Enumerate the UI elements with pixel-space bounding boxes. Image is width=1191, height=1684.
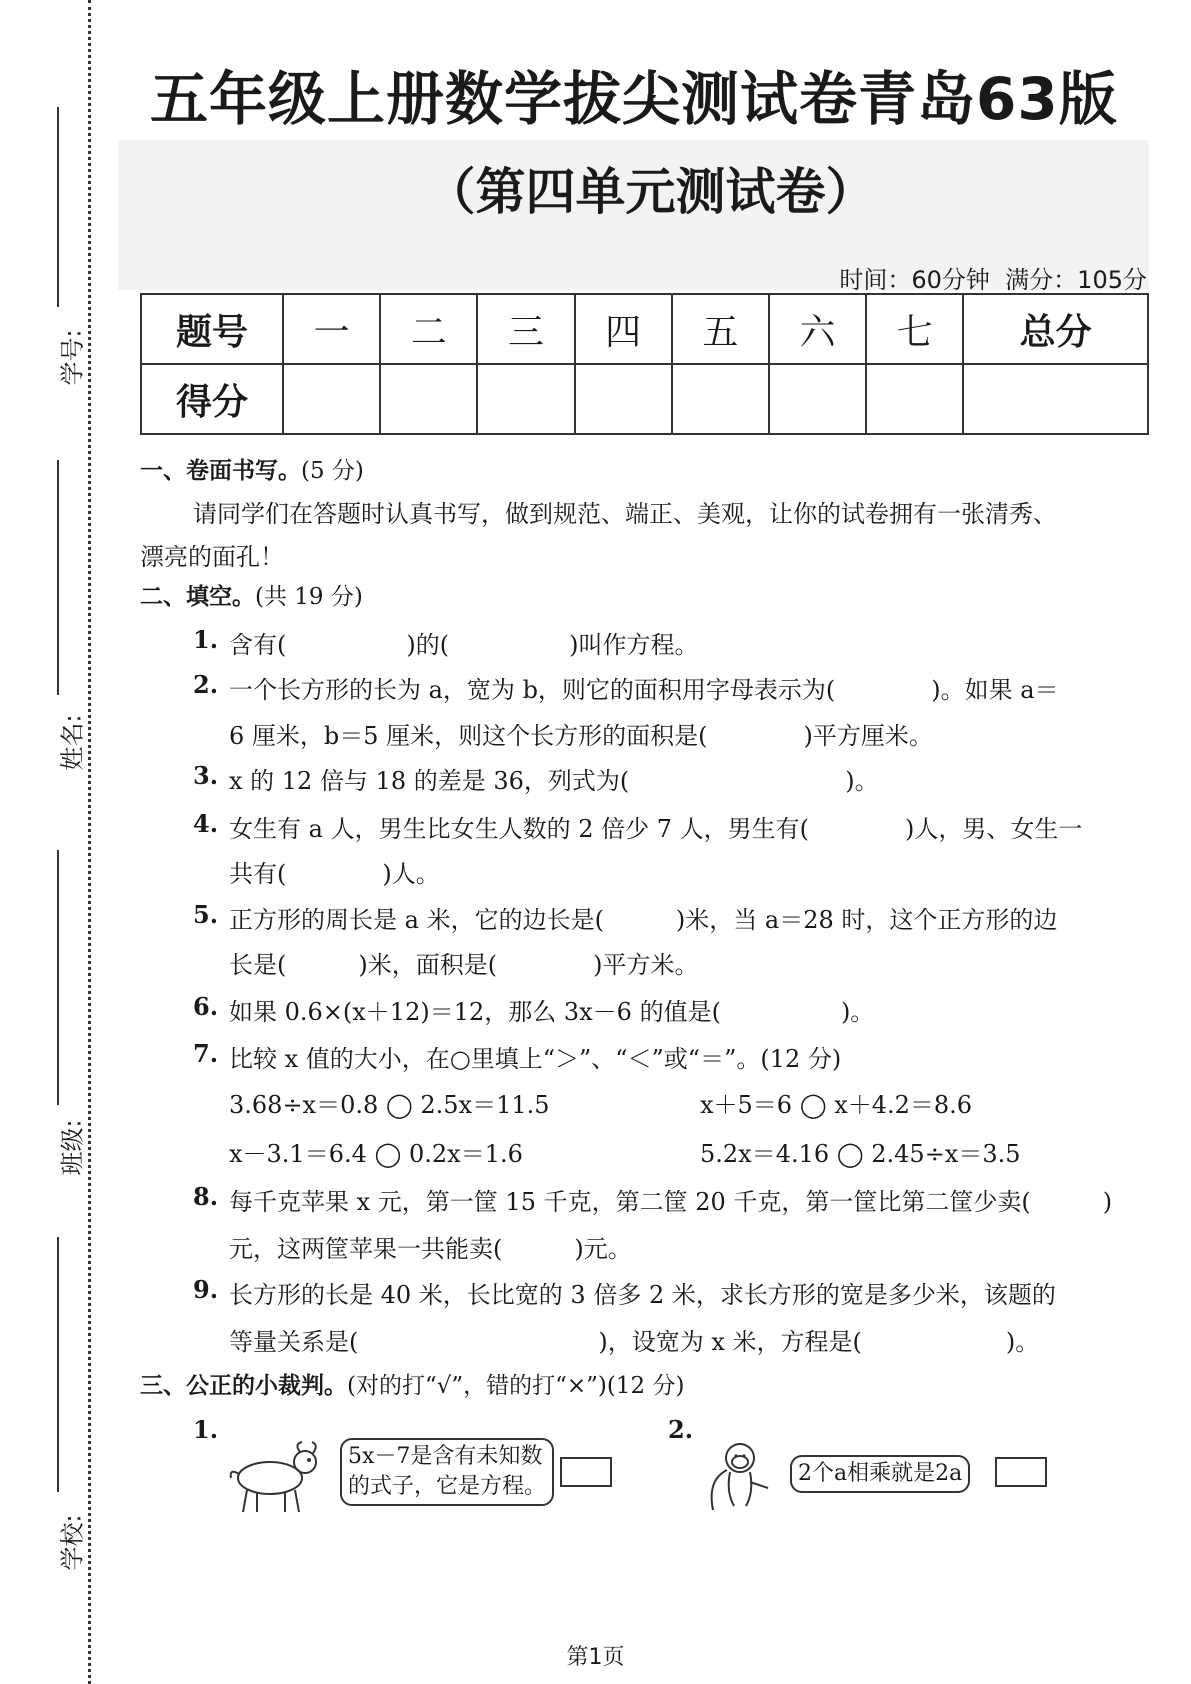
exam-title: 五年级上册数学拔尖测试卷青岛63版 xyxy=(150,65,1118,133)
speech-bubble-2 xyxy=(790,1455,970,1493)
comparison-equation: 5.2x＝4.16 ◯ 2.45÷x＝3.5 xyxy=(700,1140,1021,1168)
score-cell[interactable] xyxy=(283,364,380,434)
question-text-cont: 等量关系是( )，设宽为 x 米，方程是( )。 xyxy=(229,1328,1040,1356)
question-number: 2. xyxy=(668,1415,694,1444)
question-text: x 的 12 倍与 18 的差是 36，列式为( )。 xyxy=(229,767,879,795)
question-number: 2. xyxy=(193,670,219,699)
comparison-equation: 3.68÷x＝0.8 ◯ 2.5x＝11.5 xyxy=(229,1091,550,1119)
score-cell[interactable] xyxy=(963,364,1148,434)
exam-subtitle: （第四单元测试卷） xyxy=(425,163,876,221)
question-number: 9. xyxy=(193,1275,219,1304)
section-title: 一、卷面书写。 xyxy=(140,457,301,484)
bubble-text: 5x－7是含有未知数 xyxy=(348,1444,543,1469)
question-text: 一个长方形的长为 a，宽为 b，则它的面积用字母表示为( )。如果 a＝ xyxy=(229,676,1059,704)
section-3-heading xyxy=(140,1367,684,1400)
goat-illustration-icon xyxy=(225,1440,325,1515)
score-cell[interactable] xyxy=(769,364,866,434)
bubble-text: 2个a相乘就是2a xyxy=(798,1461,963,1486)
page-number: 第1页 xyxy=(566,1645,625,1670)
binding-cut-line xyxy=(88,0,91,1684)
header-cell: 五 xyxy=(672,294,769,364)
header-cell: 六 xyxy=(769,294,866,364)
question-text: 女生有 a 人，男生比女生人数的 2 倍少 7 人，男生有( )人，男、女生一 xyxy=(229,815,1083,843)
question-number: 1. xyxy=(193,1415,219,1444)
section-points: (5 分) xyxy=(301,458,364,484)
question-number: 6. xyxy=(193,992,219,1021)
speech-bubble-1 xyxy=(340,1438,554,1506)
header-cell: 总分 xyxy=(963,294,1148,364)
header-cell: 题号 xyxy=(141,294,283,364)
score-table xyxy=(140,293,1149,435)
header-cell: 一 xyxy=(283,294,380,364)
section-2-heading xyxy=(140,578,363,611)
bubble-text: 的式子，它是方程。 xyxy=(348,1474,547,1499)
question-text-cont: 长是( )米，面积是( )平方米。 xyxy=(229,951,699,979)
comparison-equation: x＋5＝6 ◯ x＋4.2＝8.6 xyxy=(700,1091,973,1119)
header-cell: 三 xyxy=(477,294,574,364)
name-label: 姓名: xyxy=(58,714,87,771)
row-label: 得分 xyxy=(141,364,283,434)
name-line xyxy=(57,460,59,695)
section-1-heading xyxy=(140,452,364,485)
section-1-body-cont: 漂亮的面孔！ xyxy=(140,543,284,571)
class-label: 班级: xyxy=(58,1119,87,1176)
monkey-illustration-icon xyxy=(705,1440,785,1520)
time-and-score-info: 时间：60分钟 满分：105分 xyxy=(839,266,1147,294)
comparison-equation: x－3.1＝6.4 ◯ 0.2x＝1.6 xyxy=(229,1140,523,1168)
section-points: (对的打“√”，错的打“×”)(12 分) xyxy=(347,1373,685,1399)
question-number: 4. xyxy=(193,809,219,838)
section-title: 三、公正的小裁判。 xyxy=(140,1372,347,1399)
question-number: 3. xyxy=(193,761,219,790)
question-text: 如果 0.6×(x＋12)＝12，那么 3x－6 的值是( )。 xyxy=(229,998,875,1026)
answer-box-1[interactable] xyxy=(560,1457,612,1487)
header-cell: 二 xyxy=(380,294,477,364)
score-cell[interactable] xyxy=(477,364,574,434)
header-cell: 四 xyxy=(575,294,672,364)
score-table-score-row xyxy=(141,364,1148,434)
question-text: 比较 x 值的大小，在○里填上“＞”、“＜”或“＝”。(12 分) xyxy=(229,1045,842,1073)
section-title: 二、填空。 xyxy=(140,583,255,610)
score-cell[interactable] xyxy=(380,364,477,434)
score-cell[interactable] xyxy=(866,364,963,434)
section-1-body: 请同学们在答题时认真书写，做到规范、端正、美观，让你的试卷拥有一张清秀、 xyxy=(193,500,1057,528)
school-label: 学校: xyxy=(58,1514,87,1571)
score-cell[interactable] xyxy=(672,364,769,434)
question-number: 8. xyxy=(193,1182,219,1211)
question-number: 5. xyxy=(193,900,219,929)
question-text-cont: 6 厘米，b＝5 厘米，则这个长方形的面积是( )平方厘米。 xyxy=(229,722,933,750)
question-text: 长方形的长是 40 米，长比宽的 3 倍多 2 米，求长方形的宽是多少米，该题的 xyxy=(229,1281,1056,1309)
score-cell[interactable] xyxy=(575,364,672,434)
question-text: 含有( )的( )叫作方程。 xyxy=(229,631,699,659)
question-number: 7. xyxy=(193,1039,219,1068)
class-line xyxy=(57,850,59,1105)
question-text: 正方形的周长是 a 米，它的边长是( )米，当 a＝28 时，这个正方形的边 xyxy=(229,906,1058,934)
section-points: (共 19 分) xyxy=(255,584,363,610)
score-table-header-row xyxy=(141,294,1148,364)
question-text: 每千克苹果 x 元，第一筐 15 千克，第二筐 20 千克，第一筐比第二筐少卖( ) xyxy=(229,1188,1113,1216)
question-number: 1. xyxy=(193,625,219,654)
header-cell: 七 xyxy=(866,294,963,364)
student-id-label: 学号: xyxy=(58,329,87,386)
question-text-cont: 元，这两筐苹果一共能卖( )元。 xyxy=(229,1235,632,1263)
school-line xyxy=(57,1237,59,1492)
answer-box-2[interactable] xyxy=(995,1457,1047,1487)
question-text-cont: 共有( )人。 xyxy=(229,860,440,888)
